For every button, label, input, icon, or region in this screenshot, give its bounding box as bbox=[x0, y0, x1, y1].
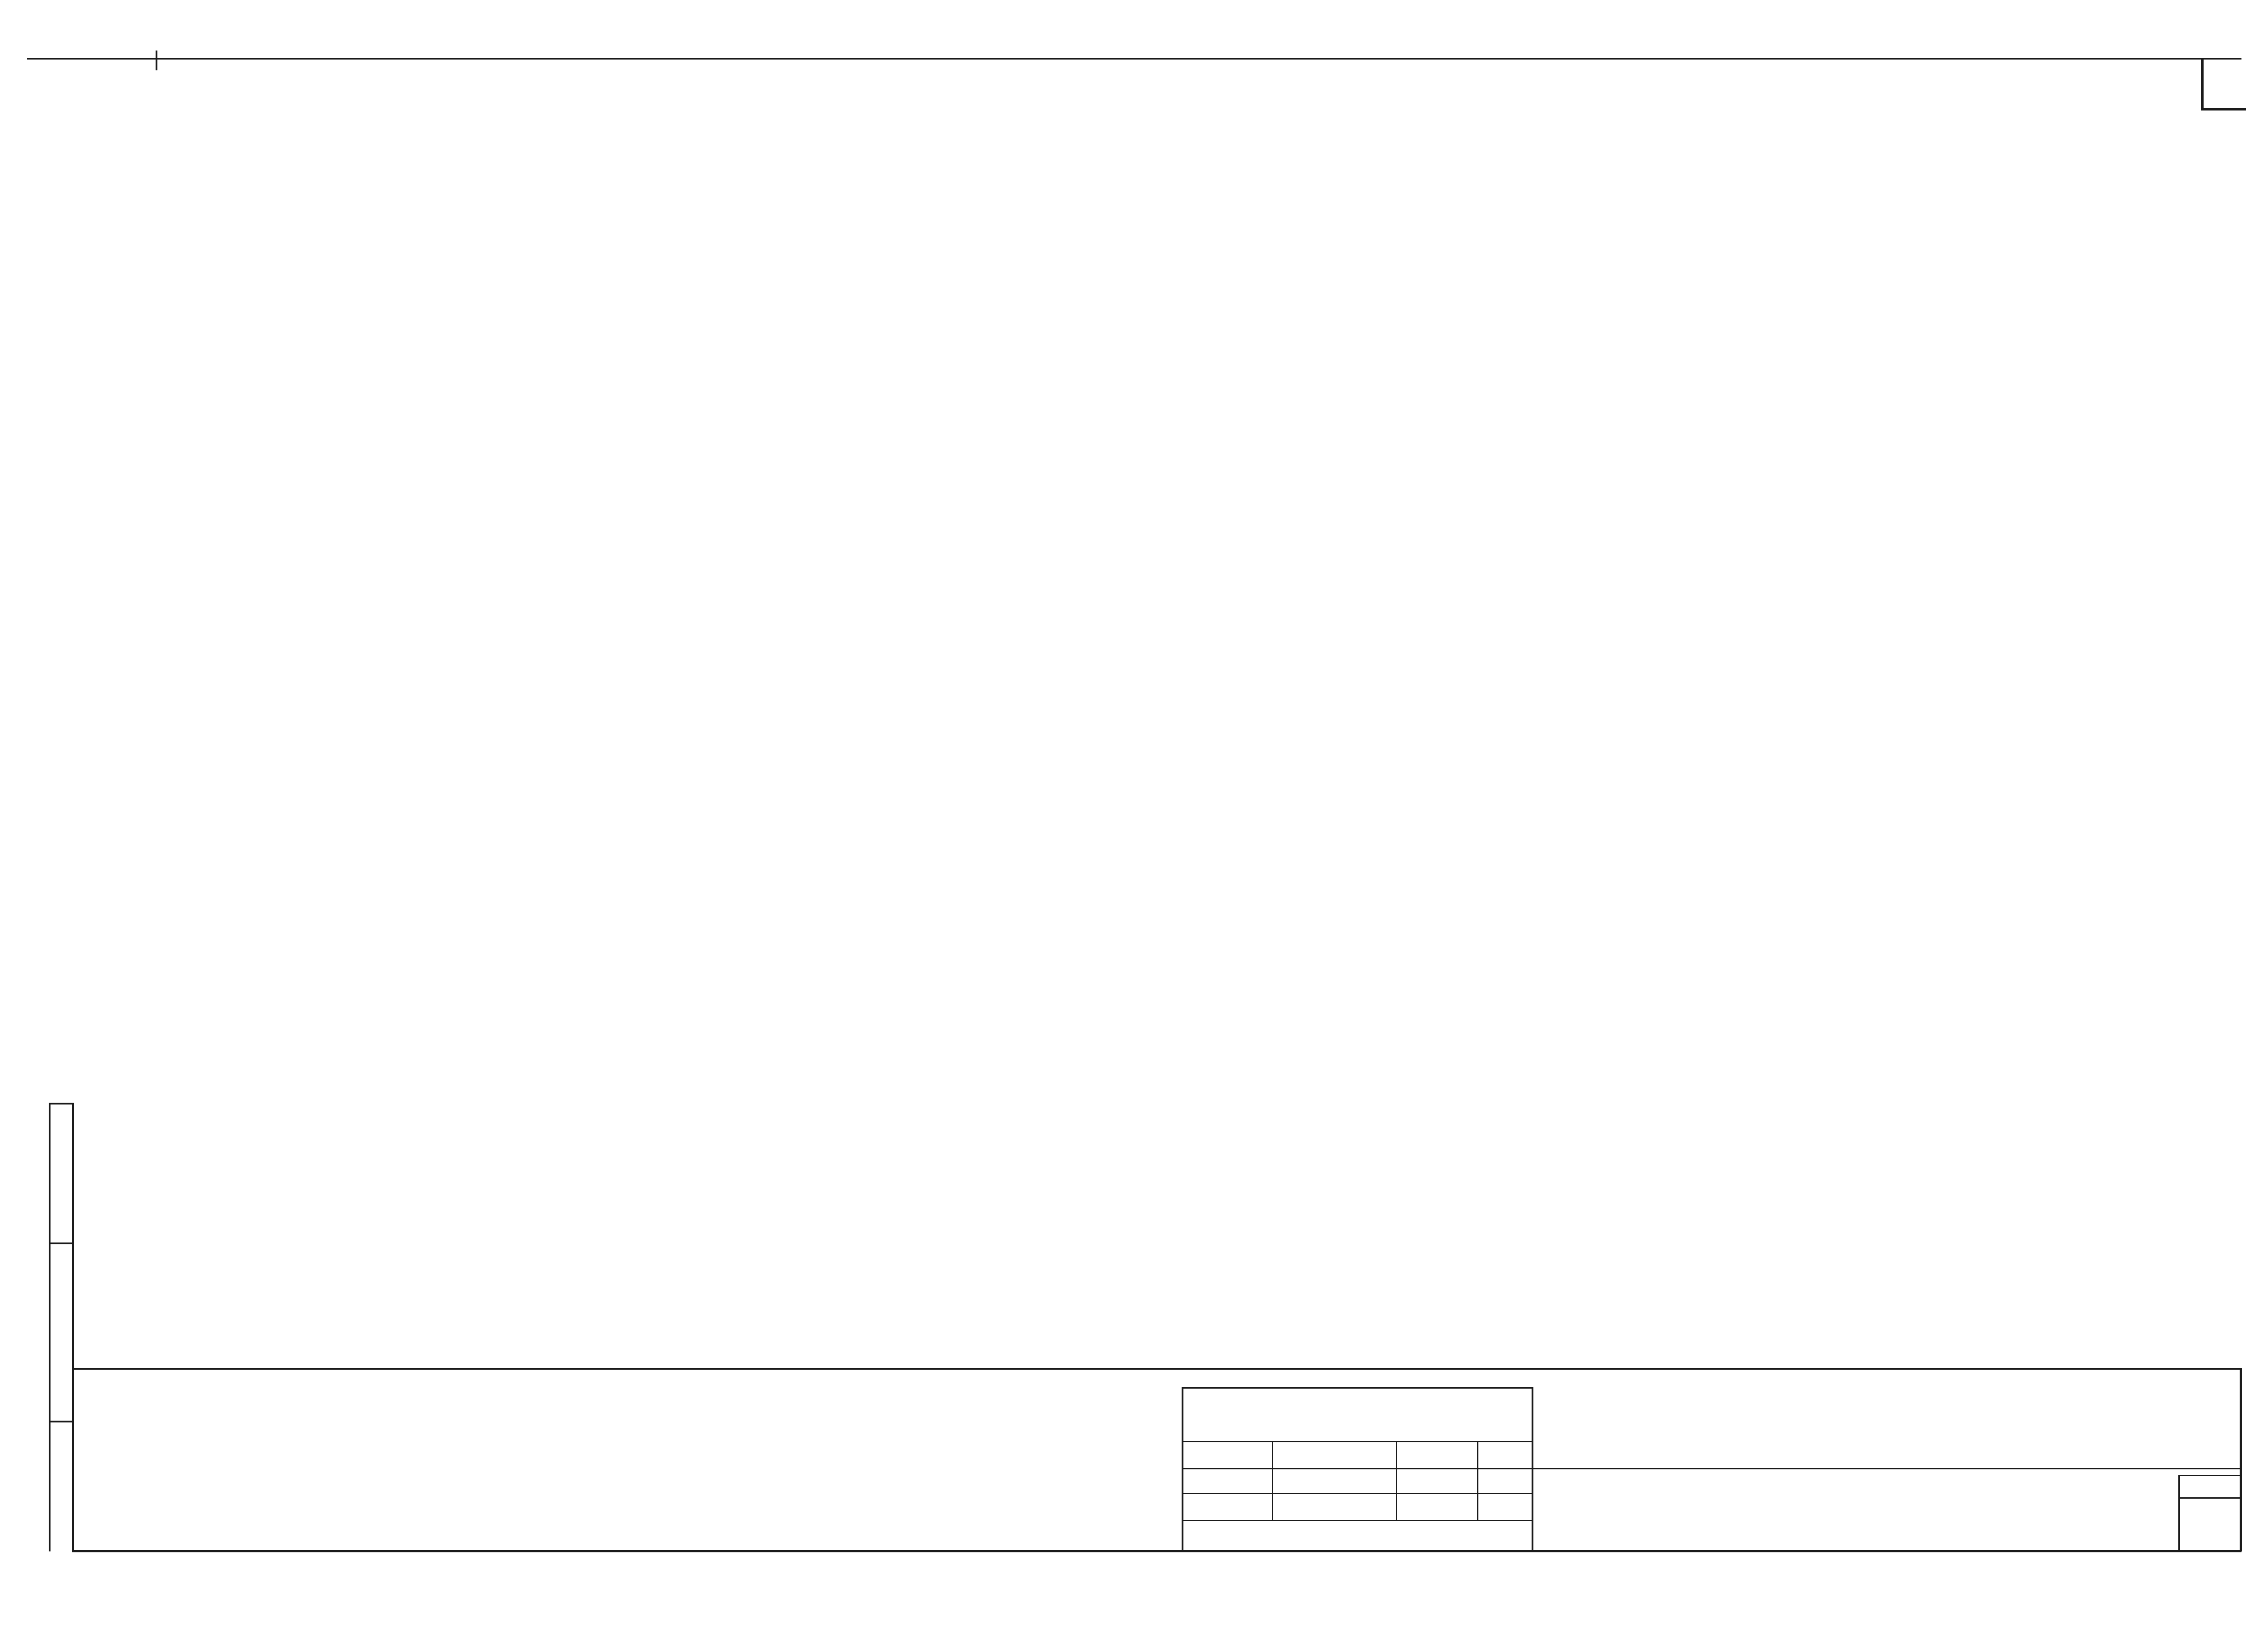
side-label-inv-podl bbox=[51, 1418, 71, 1554]
side-label-sign-date bbox=[51, 1255, 71, 1408]
side-label-inv-vzam bbox=[51, 1103, 71, 1243]
